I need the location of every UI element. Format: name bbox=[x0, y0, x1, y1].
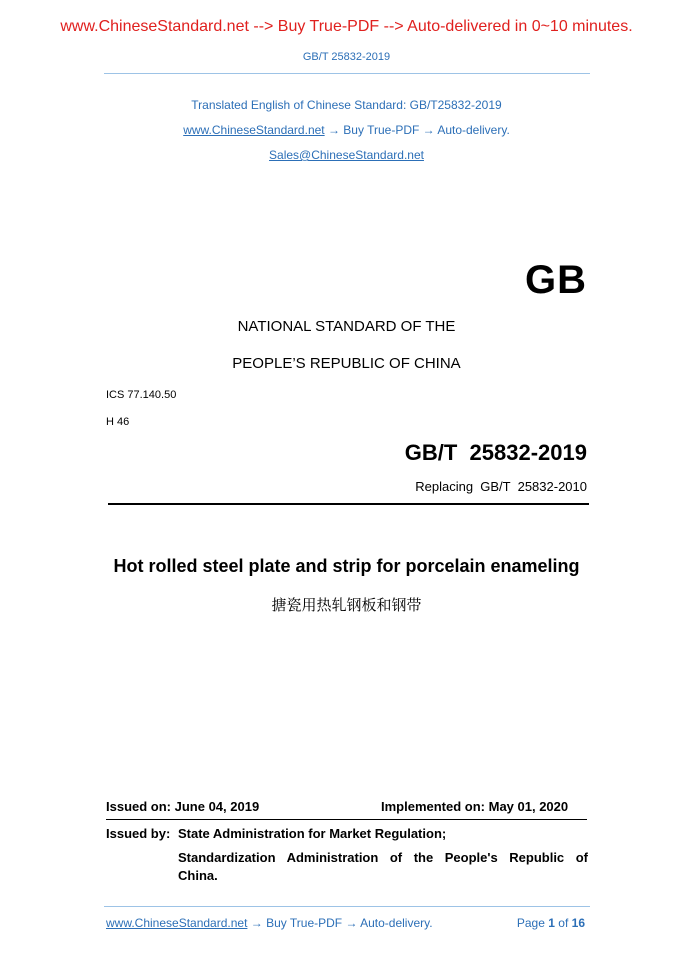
footer-links-text: → Buy True-PDF → Auto-delivery. bbox=[247, 916, 433, 930]
issued-on-date: Issued on: June 04, 2019 bbox=[106, 799, 260, 814]
footer-divider bbox=[104, 906, 590, 907]
ics-code: ICS 77.140.50 bbox=[106, 389, 177, 401]
title-divider bbox=[108, 503, 589, 505]
classification-code: H 46 bbox=[106, 416, 130, 428]
replacing-standard: Replacing GB/T 25832-2010 bbox=[415, 479, 587, 494]
footer-site-link[interactable]: www.ChineseStandard.net bbox=[106, 916, 248, 930]
page-current: 1 bbox=[548, 916, 555, 930]
sales-email-link[interactable]: Sales@ChineseStandard.net bbox=[269, 148, 424, 162]
header-standard-code: GB/T 25832-2019 bbox=[302, 51, 391, 63]
document-title-en: Hot rolled steel plate and strip for porcelain enameling bbox=[113, 556, 580, 576]
translation-links-text: → Buy True-PDF → Auto-delivery. bbox=[324, 123, 510, 137]
implemented-on-date: Implemented on: May 01, 2020 bbox=[381, 799, 569, 814]
issued-by-line1: State Administration for Market Regulation; bbox=[178, 826, 447, 841]
header-divider bbox=[104, 73, 590, 74]
translation-email-row bbox=[0, 148, 693, 162]
document-title-cn: 搪瓷用热轧钢板和钢带 bbox=[271, 597, 422, 614]
page-label: Page bbox=[516, 916, 545, 930]
translation-note: Translated English of Chinese Standard: GB/T25832-2019 bbox=[191, 98, 502, 112]
standard-number: GB/T 25832-2019 bbox=[404, 440, 587, 465]
page-of: of bbox=[558, 916, 569, 930]
gb-logo: GB bbox=[525, 258, 587, 302]
top-promo-banner: www.ChineseStandard.net --> Buy True-PDF --> Auto-delivered in 0~10 minutes. bbox=[60, 18, 633, 35]
page-indicator bbox=[517, 916, 585, 930]
page-total: 16 bbox=[571, 916, 585, 930]
issued-by-label: Issued by: bbox=[106, 826, 171, 841]
dates-divider bbox=[106, 819, 587, 820]
issued-by-line2: Standardization Administration of the People's Republic of bbox=[178, 850, 588, 865]
translation-links bbox=[0, 123, 693, 137]
site-link[interactable]: www.ChineseStandard.net bbox=[183, 123, 325, 137]
national-standard-line1: NATIONAL STANDARD OF THE bbox=[237, 318, 456, 335]
issued-by-line3: China. bbox=[178, 868, 218, 883]
footer-links bbox=[106, 916, 433, 930]
national-standard-line2: PEOPLE’S REPUBLIC OF CHINA bbox=[232, 355, 461, 372]
